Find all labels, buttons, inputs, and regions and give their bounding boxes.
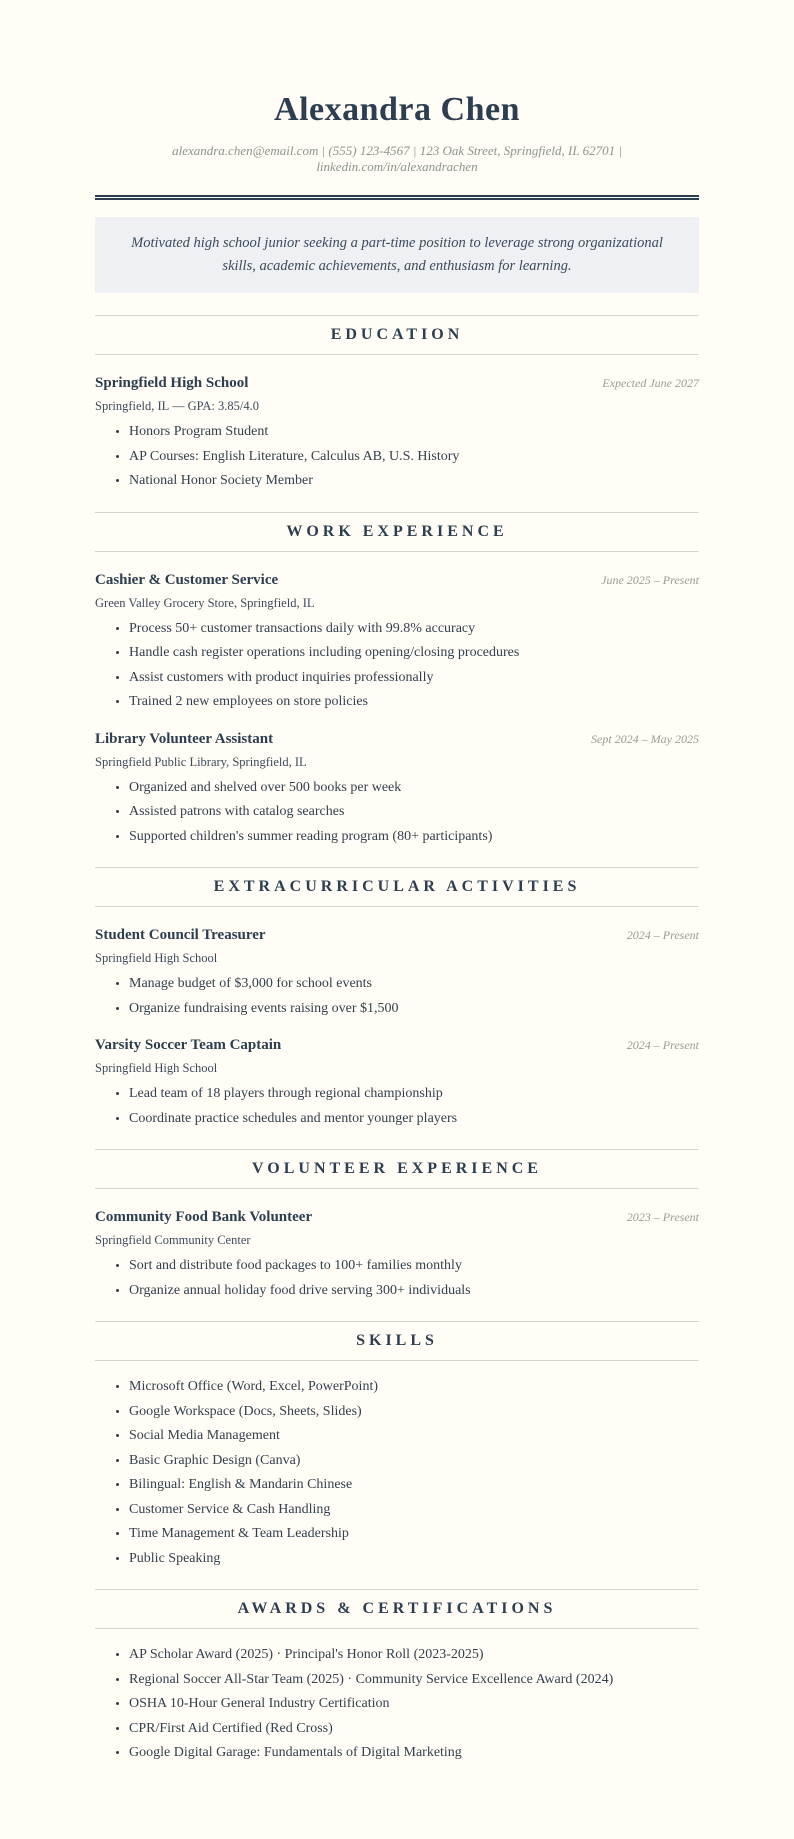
entry-title: Varsity Soccer Team Captain <box>95 1037 282 1054</box>
bullet-list <box>95 779 699 846</box>
section-header <box>95 1321 699 1361</box>
bullet-item: • Process 50+ customer transactions daily with 99.8% accuracy <box>129 620 699 638</box>
entry-subtitle: Springfield High School <box>95 951 218 966</box>
bullet-list <box>95 620 699 711</box>
entry-date: June 2025 – Present <box>601 572 699 587</box>
section-title: EXTRACURRICULAR ACTIVITIES <box>213 878 581 896</box>
section-entries <box>95 1208 699 1299</box>
bullet-item: • Organized and shelved over 500 books per week <box>129 779 699 797</box>
bullet-item: • Organize annual holiday food drive serving 300+ individuals <box>129 1282 699 1300</box>
resume-entry <box>95 1036 699 1127</box>
entry-title: Library Volunteer Assistant <box>95 730 274 747</box>
entry-date: 2024 – Present <box>626 928 699 943</box>
resume-entry <box>95 1208 699 1299</box>
resume-section <box>95 867 699 1127</box>
bullet-item: • Microsoft Office (Word, Excel, PowerPoint) <box>129 1378 699 1396</box>
section-title: WORK EXPERIENCE <box>286 522 508 540</box>
section-title: AWARDS & CERTIFICATIONS <box>237 1600 557 1618</box>
bullet-item: • Google Workspace (Docs, Sheets, Slides) <box>129 1403 699 1421</box>
entry-subtitle: Springfield Community Center <box>95 1233 251 1248</box>
bullet-item: • Organize fundraising events raising over $1,500 <box>129 1000 699 1018</box>
entry-date: 2024 – Present <box>626 1038 699 1053</box>
header-divider <box>95 195 699 200</box>
bullet-item: • Basic Graphic Design (Canva) <box>129 1452 699 1470</box>
entry-title: Cashier & Customer Service <box>95 571 279 588</box>
bullet-item: • Google Digital Garage: Fundamentals of Digital Marketing <box>129 1744 699 1762</box>
bullet-list <box>95 1646 699 1762</box>
bullet-item: • OSHA 10-Hour General Industry Certification <box>129 1695 699 1713</box>
bullet-list <box>95 1378 699 1567</box>
resume-entry <box>95 926 699 1017</box>
entry-header <box>95 730 699 749</box>
entry-date: Sept 2024 – May 2025 <box>591 731 699 746</box>
objective-text: Motivated high school junior seeking a part-time position to leverage strong organizational skills, academic achievements, and enthusiasm for learning. <box>131 234 663 274</box>
bullet-list <box>95 423 699 490</box>
entry-date: 2023 – Present <box>626 1210 699 1225</box>
entry-subtitle: Springfield High School <box>95 1061 218 1076</box>
contact-line: alexandra.chen@email.com | (555) 123-4567 | 123 Oak Street, Springfield, IL 62701 | linkedin.com/in/alexandrachen <box>172 142 622 174</box>
bullet-item: • Supported children's summer reading program (80+ participants) <box>129 828 699 846</box>
entry-subtitle: Springfield, IL — GPA: 3.85/4.0 <box>95 399 260 414</box>
bullet-item: • CPR/First Aid Certified (Red Cross) <box>129 1720 699 1738</box>
entry-title: Student Council Treasurer <box>95 927 266 944</box>
resume-entry <box>95 374 699 490</box>
section-header <box>95 867 699 907</box>
section-title: EDUCATION <box>330 326 464 344</box>
section-entries <box>95 1378 699 1567</box>
resume-entry <box>95 571 699 711</box>
section-header <box>95 315 699 355</box>
entry-subtitle: Green Valley Grocery Store, Springfield, IL <box>95 595 315 610</box>
entry-subtitle: Springfield Public Library, Springfield, IL <box>95 754 307 769</box>
person-name: Alexandra Chen <box>274 91 520 128</box>
entry-header <box>95 374 699 393</box>
bullet-list <box>95 1085 699 1127</box>
resume-header <box>95 90 699 200</box>
resume-section <box>95 315 699 490</box>
entry-date: Expected June 2027 <box>602 376 699 391</box>
bullet-item: • Coordinate practice schedules and mentor younger players <box>129 1110 699 1128</box>
bullet-item: • National Honor Society Member <box>129 472 699 490</box>
entry-header <box>95 926 699 945</box>
bullet-item: • Handle cash register operations including opening/closing procedures <box>129 644 699 662</box>
bullet-item: • Honors Program Student <box>129 423 699 441</box>
resume-entry <box>95 1646 699 1762</box>
resume-page <box>95 0 699 1839</box>
bullet-item: • Assist customers with product inquiries professionally <box>129 669 699 687</box>
bullet-item: • Bilingual: English & Mandarin Chinese <box>129 1476 699 1494</box>
entry-header <box>95 1208 699 1227</box>
bullet-item: • AP Scholar Award (2025) · Principal's Honor Roll (2023-2025) <box>129 1646 699 1664</box>
section-title: SKILLS <box>356 1332 438 1350</box>
entry-title: Springfield High School <box>95 375 249 392</box>
bullet-item: • Regional Soccer All-Star Team (2025) · Community Service Excellence Award (2024) <box>129 1671 699 1689</box>
entry-title: Community Food Bank Volunteer <box>95 1209 313 1226</box>
section-title: VOLUNTEER EXPERIENCE <box>252 1160 542 1178</box>
bullet-item: • Social Media Management <box>129 1427 699 1445</box>
resume-section <box>95 1149 699 1299</box>
bullet-item: • Sort and distribute food packages to 100+ families monthly <box>129 1257 699 1275</box>
entry-header <box>95 571 699 590</box>
bullet-item: • Manage budget of $3,000 for school events <box>129 975 699 993</box>
sections-container <box>95 315 699 1762</box>
resume-section <box>95 1321 699 1567</box>
resume-section <box>95 1589 699 1762</box>
resume-entry <box>95 1378 699 1567</box>
section-entries <box>95 926 699 1127</box>
section-entries <box>95 374 699 490</box>
resume-section <box>95 512 699 846</box>
bullet-item: • Public Speaking <box>129 1550 699 1568</box>
bullet-list <box>95 975 699 1017</box>
bullet-item: • Customer Service & Cash Handling <box>129 1501 699 1519</box>
resume-entry <box>95 730 699 846</box>
bullet-item: • Time Management & Team Leadership <box>129 1525 699 1543</box>
section-entries <box>95 1646 699 1762</box>
section-header <box>95 1149 699 1189</box>
bullet-item: • Trained 2 new employees on store policies <box>129 693 699 711</box>
bullet-item: • Assisted patrons with catalog searches <box>129 803 699 821</box>
bullet-item: • AP Courses: English Literature, Calculus AB, U.S. History <box>129 448 699 466</box>
section-header <box>95 1589 699 1629</box>
objective-box <box>95 217 699 293</box>
section-header <box>95 512 699 552</box>
bullet-list <box>95 1257 699 1299</box>
section-entries <box>95 571 699 846</box>
entry-header <box>95 1036 699 1055</box>
bullet-item: • Lead team of 18 players through regional championship <box>129 1085 699 1103</box>
